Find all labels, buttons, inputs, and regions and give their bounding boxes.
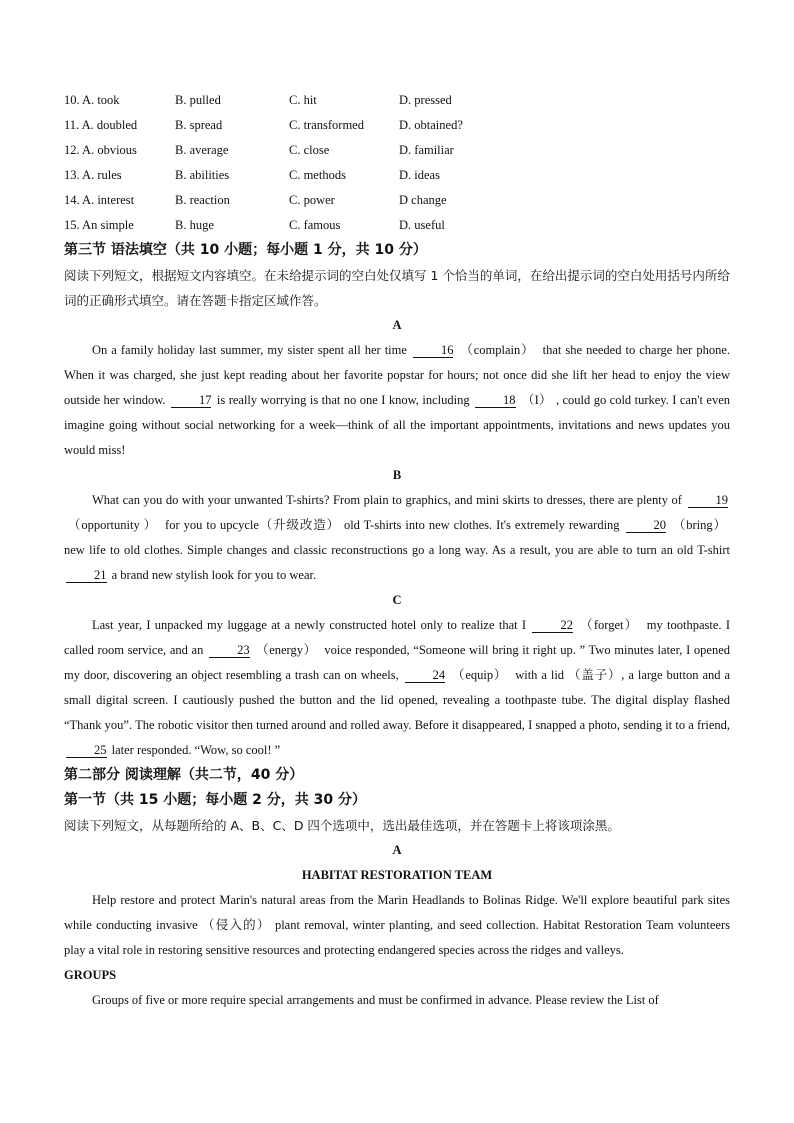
hint-22: （forget） (578, 618, 639, 632)
blank-16[interactable]: 16 (413, 343, 454, 358)
text: voice responded, “Someone will bring it right up. ” Two minutes later, I opened my door, discovering an object resembling a trash can on wheels, (64, 643, 731, 682)
blank-22[interactable]: 22 (532, 618, 573, 633)
passage-a-label: A (392, 318, 402, 332)
option-a: 11. A. doubled (64, 118, 138, 132)
option-row-12 (64, 138, 730, 163)
option-d: D. useful (399, 218, 445, 232)
blank-21[interactable]: 21 (66, 568, 107, 583)
option-a: 12. A. obvious (64, 143, 137, 157)
option-c: C. transformed (289, 118, 364, 132)
option-row-13 (64, 163, 730, 188)
passage-b-text (64, 488, 730, 588)
option-d: D. obtained? (399, 118, 463, 132)
passage-c-label: C (392, 593, 402, 607)
blank-24[interactable]: 24 (405, 668, 446, 683)
text: new life to old clothes. Simple changes and classic reconstructions go a long way. As a result, you are able to turn an old T-shirt (64, 543, 730, 557)
page (64, 88, 730, 1013)
reading-a-paragraph-1: Help restore and protect Marin's natural areas from the Marin Headlands to Bolinas Ridge. We'll explore beautiful park sites while conducting invasive （侵入的） plant removal, winter planting, and seed collection. Habitat Restoration Team volunteers play a vital role in restoring sensitive resources and protecting endangered species across the ridges and valleys. (64, 893, 730, 957)
hint-16: （complain） (459, 343, 535, 357)
groups-heading: GROUPS (64, 968, 117, 982)
section-3-instruction: 阅读下列短文，根据短文内容填空。在未给提示词的空白处仅填写 1 个恰当的单词，在给出提示词的空白处用括号内所给词的正确形式填空。请在答题卡指定区域作答。 (64, 268, 730, 308)
section-3-title: 第三节 语法填空（共 10 小题；每小题 1 分，共 10 分） (64, 242, 427, 258)
option-row-15 (64, 213, 730, 238)
option-b: B. reaction (175, 193, 230, 207)
option-a: 14. A. interest (64, 193, 135, 207)
option-row-14 (64, 188, 730, 213)
blank-20[interactable]: 20 (626, 518, 667, 533)
text: Last year, I unpacked my luggage at a newly constructed hotel only to realize that I (92, 618, 527, 632)
hint-20: （bring） (672, 518, 727, 532)
part-2-instruction: 阅读下列短文，从每题所给的 A、B、C、D 四个选项中，选出最佳选项，并在答题卡上将该项涂黑。 (64, 818, 620, 833)
text: What can you do with your unwanted T-shirts? From plain to graphics, and mini skirts to dresses, there are plenty of (92, 493, 682, 507)
blank-23[interactable]: 23 (209, 643, 250, 658)
passage-b-label: B (392, 468, 402, 482)
text: On a family holiday last summer, my sister spent all her time (92, 343, 407, 357)
option-b: B. pulled (175, 93, 221, 107)
blank-18[interactable]: 18 (475, 393, 516, 408)
option-b: B. abilities (175, 168, 230, 182)
option-c: C. hit (289, 93, 317, 107)
part-2-title: 第二部分 阅读理解（共二节，40 分） (64, 767, 304, 783)
blank-25[interactable]: 25 (66, 743, 107, 758)
part-2-section-1-title: 第一节（共 15 小题；每小题 2 分，共 30 分） (64, 792, 366, 808)
option-d: D. pressed (399, 93, 452, 107)
text: for you to upcycle（升级改造） old T-shirts into new clothes. It's extremely rewarding (165, 518, 620, 532)
text: , could go cold turkey. I can't even imagine going without social networking for a week—think of all the important appointments, invitations and news updates you would miss! (64, 393, 730, 457)
option-b: B. average (175, 143, 229, 157)
reading-a-label: A (392, 843, 402, 857)
hint-19: （opportunity ） (68, 518, 158, 532)
option-row-10 (64, 88, 730, 113)
passage-a-text (64, 338, 730, 463)
text: with a lid （盖子）, a large button and a small digital screen. I cautiously pushed the button and the lid opened, revealing a toothpaste tube. The digital display flashed “Thank you”. The robotic visitor then turned around and rolled away. Before it disappeared, I snapped a photo, sending it to a friend, (64, 668, 730, 732)
blank-17[interactable]: 17 (171, 393, 212, 408)
option-d: D. ideas (399, 168, 440, 182)
option-b: B. spread (175, 118, 223, 132)
option-d: D change (399, 193, 447, 207)
text: later responded. “Wow, so cool! ” (111, 743, 281, 757)
hint-18: （I） (521, 393, 552, 407)
text: is really worrying is that no one I know, including (216, 393, 470, 407)
cloze-options (64, 88, 730, 238)
option-c: C. famous (289, 218, 341, 232)
option-c: C. methods (289, 168, 346, 182)
reading-a-title: HABITAT RESTORATION TEAM (301, 868, 493, 882)
option-a: 13. A. rules (64, 168, 122, 182)
option-a: 15. An simple (64, 218, 134, 232)
hint-24: （equip） (451, 668, 508, 682)
option-c: C. close (289, 143, 330, 157)
text: a brand new stylish look for you to wear. (111, 568, 317, 582)
option-a: 10. A. took (64, 93, 120, 107)
option-c: C. power (289, 193, 335, 207)
hint-23: （energy） (255, 643, 317, 657)
passage-c-text (64, 613, 730, 763)
option-row-11 (64, 113, 730, 138)
option-b: B. huge (175, 218, 214, 232)
blank-19[interactable]: 19 (688, 493, 729, 508)
text: my toothpaste. I called room service, and an (64, 618, 731, 657)
reading-a-paragraph-2: Groups of five or more require special arrangements and must be confirmed in advance. Please review the List of (92, 993, 659, 1007)
text: that she needed to charge her phone. When it was charged, she just kept reading about her favorite popstar for hours; not once did she lift her head to enjoy the view outside her window. (64, 343, 731, 407)
option-d: D. familiar (399, 143, 454, 157)
